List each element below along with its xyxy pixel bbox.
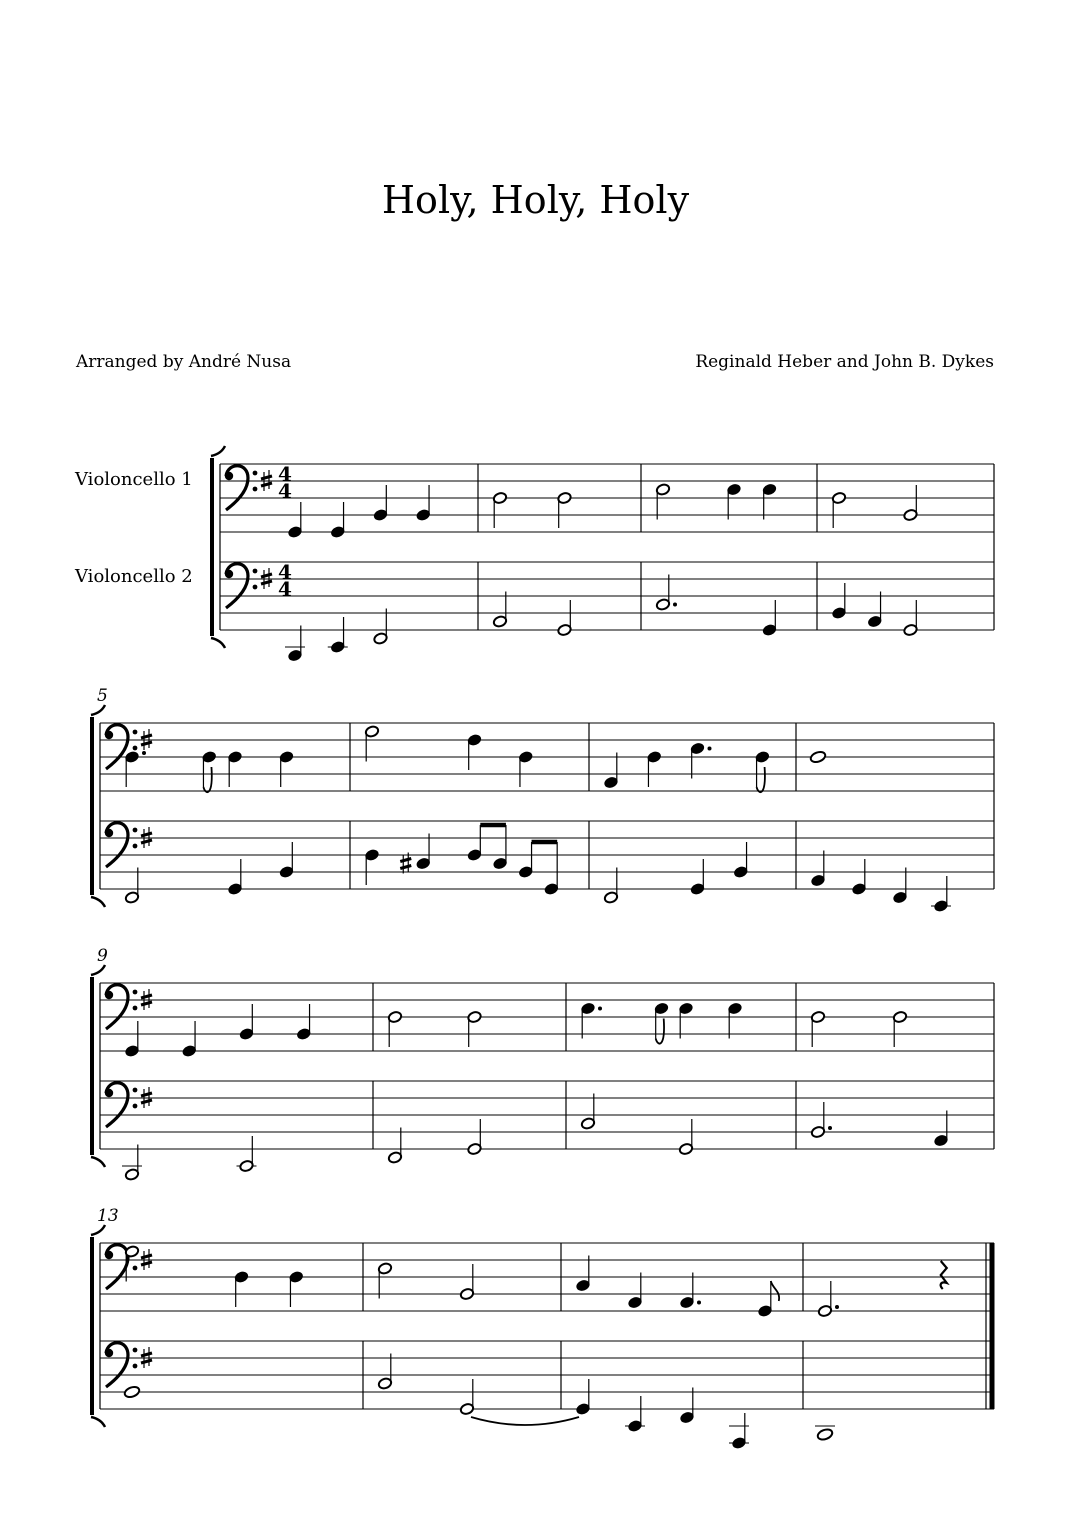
key-signature-sharp-icon xyxy=(141,1255,152,1258)
time-signature-numerator: 4 xyxy=(278,560,292,584)
accidental-sharp-icon xyxy=(400,866,411,869)
system-bracket xyxy=(91,1157,105,1167)
time-signature-denominator: 4 xyxy=(278,577,292,601)
bass-clef-icon xyxy=(253,471,258,476)
key-signature-sharp-icon xyxy=(141,833,152,836)
key-signature-sharp-icon xyxy=(261,476,272,479)
instrument-label-cello-2: Violoncello 2 xyxy=(75,566,193,587)
augmentation-dot xyxy=(697,1301,701,1305)
instrument-label-cello-1: Violoncello 1 xyxy=(75,469,193,490)
bass-clef-icon xyxy=(225,570,233,578)
bass-clef-icon xyxy=(133,828,138,833)
page-title: Holy, Holy, Holy xyxy=(381,178,690,222)
bass-clef-icon xyxy=(105,731,113,739)
system-bracket xyxy=(91,965,105,975)
measure-number: 5 xyxy=(97,686,108,706)
system-bracket xyxy=(211,638,225,648)
key-signature-sharp-icon xyxy=(141,1360,152,1363)
composer-credit: Reginald Heber and John B. Dykes xyxy=(695,352,994,372)
key-signature-sharp-icon xyxy=(141,995,152,998)
bass-clef-icon xyxy=(133,1006,138,1011)
augmentation-dot xyxy=(708,747,712,751)
bass-clef-icon xyxy=(225,472,233,480)
bass-clef-icon xyxy=(133,1348,138,1353)
bass-clef-icon xyxy=(133,1104,138,1109)
measure-number: 9 xyxy=(97,946,108,966)
augmentation-dot xyxy=(598,1007,602,1011)
key-signature-sharp-icon xyxy=(141,1353,152,1356)
note-head xyxy=(816,1428,833,1442)
tie xyxy=(471,1417,579,1425)
bass-clef-icon xyxy=(133,990,138,995)
bass-clef-icon xyxy=(105,1089,113,1097)
key-signature-sharp-icon xyxy=(141,1093,152,1096)
key-signature-sharp-icon xyxy=(261,581,272,584)
bass-clef-icon xyxy=(253,585,258,590)
key-signature-sharp-icon xyxy=(261,483,272,486)
bass-clef-icon xyxy=(105,1349,113,1357)
note-head xyxy=(123,1385,140,1399)
augmentation-dot xyxy=(835,1305,839,1309)
accidental-sharp-icon xyxy=(400,859,411,862)
key-signature-sharp-icon xyxy=(141,735,152,738)
key-signature-sharp-icon xyxy=(261,574,272,577)
system-bracket xyxy=(91,897,105,907)
system-bracket xyxy=(211,446,225,456)
bass-clef-icon xyxy=(105,829,113,837)
arranger-credit: Arranged by André Nusa xyxy=(76,352,292,372)
bass-clef-icon xyxy=(133,1088,138,1093)
eighth-flag-icon xyxy=(757,767,765,792)
key-signature-sharp-icon xyxy=(141,1262,152,1265)
augmentation-dot xyxy=(142,751,146,755)
bass-clef-icon xyxy=(133,1364,138,1369)
key-signature-sharp-icon xyxy=(141,840,152,843)
key-signature-sharp-icon xyxy=(141,742,152,745)
bass-clef-icon xyxy=(105,991,113,999)
system-bracket xyxy=(91,705,105,715)
key-signature-sharp-icon xyxy=(141,1100,152,1103)
bass-clef-icon xyxy=(133,730,138,735)
augmentation-dot xyxy=(673,603,677,607)
time-signature-denominator: 4 xyxy=(278,479,292,503)
bass-clef-icon xyxy=(133,746,138,751)
system-bracket xyxy=(91,1225,105,1235)
eighth-flag-icon xyxy=(203,767,211,792)
system-bracket xyxy=(91,1417,105,1427)
bass-clef-icon xyxy=(105,1251,113,1259)
bass-clef-icon xyxy=(133,844,138,849)
bass-clef-icon xyxy=(133,1266,138,1271)
quarter-rest-icon xyxy=(941,1261,947,1289)
eighth-flag-icon xyxy=(656,1019,664,1044)
bass-clef-icon xyxy=(253,487,258,492)
note-head xyxy=(809,750,826,764)
augmentation-dot xyxy=(828,1126,832,1130)
eighth-flag-icon xyxy=(771,1281,779,1301)
time-signature-numerator: 4 xyxy=(278,462,292,486)
bass-clef-icon xyxy=(253,569,258,574)
key-signature-sharp-icon xyxy=(141,1002,152,1005)
measure-number: 13 xyxy=(97,1206,119,1226)
